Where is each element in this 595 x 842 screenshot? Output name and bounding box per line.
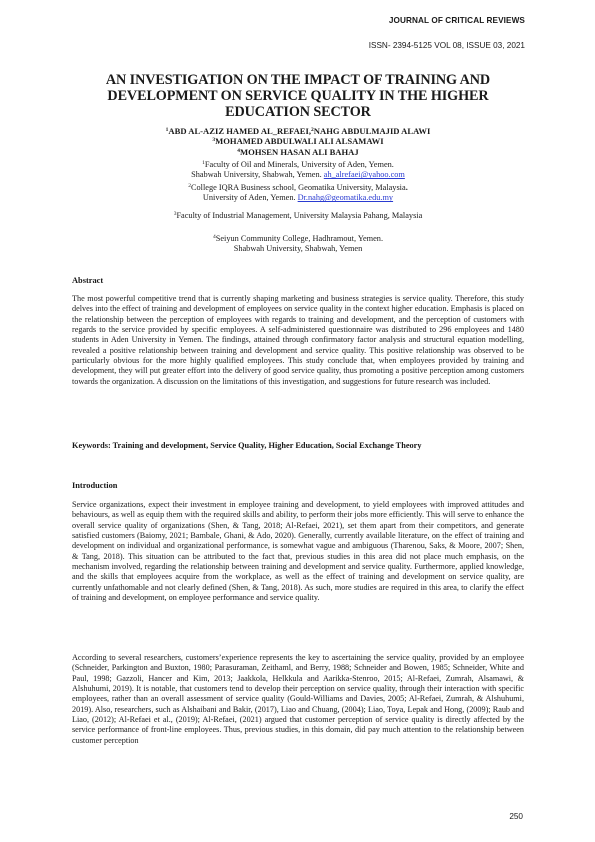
author-line-3: $^4$MOHSEN HASAN ALI BAHAJ xyxy=(237,146,359,157)
affiliation-3: $^3$Faculty of Industrial Management, University Malaysia Pahang, Malaysia xyxy=(173,211,423,220)
author-3: MOHAMED ABDULWALI ALI ALSAMAWI xyxy=(215,136,384,147)
introduction-paragraph-1: Service organizations, expect their investment in employee training and development, to yield employees with improved attitudes and behaviours, as well as equip them with the required skills and ability, to perform their jobs more efficiently. This will serve to enhance the overall service quality of organizations (Shen, & Tang, 2018; Al-Refaei, 2021), set them apart from their competitors, and generate satisfied customers (Baiomy, 2021; Bambale, Ghani, & Ado, 2020). Generally, currently available literature, on the effect of training and development on individual and organizational performance, is somewhat vague and ambiguous (Tharenou, Saks, & Moore, 2007; Shen, & Tang, 2018). This situation can be attributed to the fact that, previous studies in this area did not place much emphasis, on the mechanism involved, regarding the relationship between training and development and service quality. Furthermore, applied knowledge, and the skills that employees acquire from the workplace, as well as the effect of training and development on service quality, are currently unfathomable and not clearly defined (Shen, & Tang, 2018). As such, more studies are required in this area, to clarify the effect of training and development, on employee performance and service quality. xyxy=(72,500,524,603)
email-link-1[interactable]: ah_alrefaei@yahoo.com xyxy=(323,170,405,180)
author-1: ABD AL-AZIZ HAMED AL_REFAEI, xyxy=(168,126,312,136)
introduction-paragraph-2: According to several researchers, customers’experience represents the key to ascertaining the service quality, provided by an employee (Schneider, Parkington and Buxton, 1980; Parasuraman, Zeithaml, and Berry, 1988; Schneider and Bowen, 1985; Schneider, White and Paul, 1998; Gazzoli, Hancer and Kim, 2013; Jaakkola, Helkkula and Aarikka-Stenroo, 2015; Al-Refaei, Zumrah, Alsamawi, & Alshuhumi, 2019). It is notable, that customers tend to develop their perception on service quality, through their interaction with specific employees, rather than an overall assessment of service quality (Gould-Williams and Davies, 2005; Al-Refaei, Zumrah, & Alshuhumi, 2019). Also, researchers, such as Alshaibani and Bakir, (2017), Liao and Chuang, (2004); Liao, Toya, Lepak and Hong, (2009); Raub and Liao, (2012); Al-Refaei et al., (2019); Al-Refaei, (2021) argued that customer perception of service quality is directly affected by the service performance of front-line employees. Thus, previous studies, in this domain, did pay much attention to the relationship between customer perception xyxy=(72,653,524,745)
author-4: MOHSEN HASAN ALI BAHAJ xyxy=(240,146,359,157)
introduction-heading: Introduction xyxy=(72,481,118,490)
issn-volume-issue: ISSN- 2394-5125 VOL 08, ISSUE 03, 2021 xyxy=(368,41,525,50)
journal-name: JOURNAL OF CRITICAL REVIEWS xyxy=(388,16,525,25)
affiliation-1: $^1$Faculty of Oil and Minerals, University of Aden, Yemen. Shabwah University, Shabwah, Yemen. ah_alrefaei@yahoo.com xyxy=(191,160,405,180)
abstract-text: The most powerful competitive trend that is currently shaping marketing and business strategies is service quality. Therefore, this study delves into the effect of training and development of employees on service quality in the context higher education. Emphasis is placed on the relationship between the perception of employees with regards to training and development, and the perception of customers with regards to the service provided by specific employees. A self-administered questionnaire was distributed to 296 employees and 1480 students in Aden University in Yemen. The findings, attained through confirmatory factor analysis and structural equation modelling, revealed a positive relationship between training and development and service quality. This positive relationship was observed to be particularly obvious for the more highly qualified employees. This study conclude that, when employees provided by training and development, they will put greater effort into the delivery of good service quality, thus promoting a positive perception among customers towards the organization. A discussion on the limitations of this investigation, and suggestions for future research was included. xyxy=(72,294,524,386)
author-line-2: $^3$MOHAMED ABDULWALI ALI ALSAMAWI xyxy=(212,136,384,147)
author-line-1: $^1$ABD AL-AZIZ HAMED AL_REFAEI,$^2$NAHG ABDULMAJID ALAWI xyxy=(165,126,431,136)
affiliation-4: $^4$Seiyun Community College, Hadhramout, Yemen. Shabwah University, Shabwah, Yemen xyxy=(212,234,384,254)
paper-title: AN INVESTIGATION ON THE IMPACT OF TRAINING AND DEVELOPMENT ON SERVICE QUALITY IN THE HIGHER EDUCATION SECTOR xyxy=(105,72,491,121)
affiliation-2: $^2$College IQRA Business school, Geomatika University, Malaysia. University of Aden, Yemen. Dr.nahg@geomatika.edu.my xyxy=(188,183,408,203)
abstract-heading: Abstract xyxy=(72,276,104,285)
email-link-2[interactable]: Dr.nahg@geomatika.edu.my xyxy=(297,193,394,203)
keywords: Keywords: Training and development, Service Quality, Higher Education, Social Exchange Theory xyxy=(72,441,422,450)
page-number: 250 xyxy=(509,812,523,821)
author-list xyxy=(68,126,528,157)
author-2: NAHG ABDULMAJID ALAWI xyxy=(313,126,431,136)
